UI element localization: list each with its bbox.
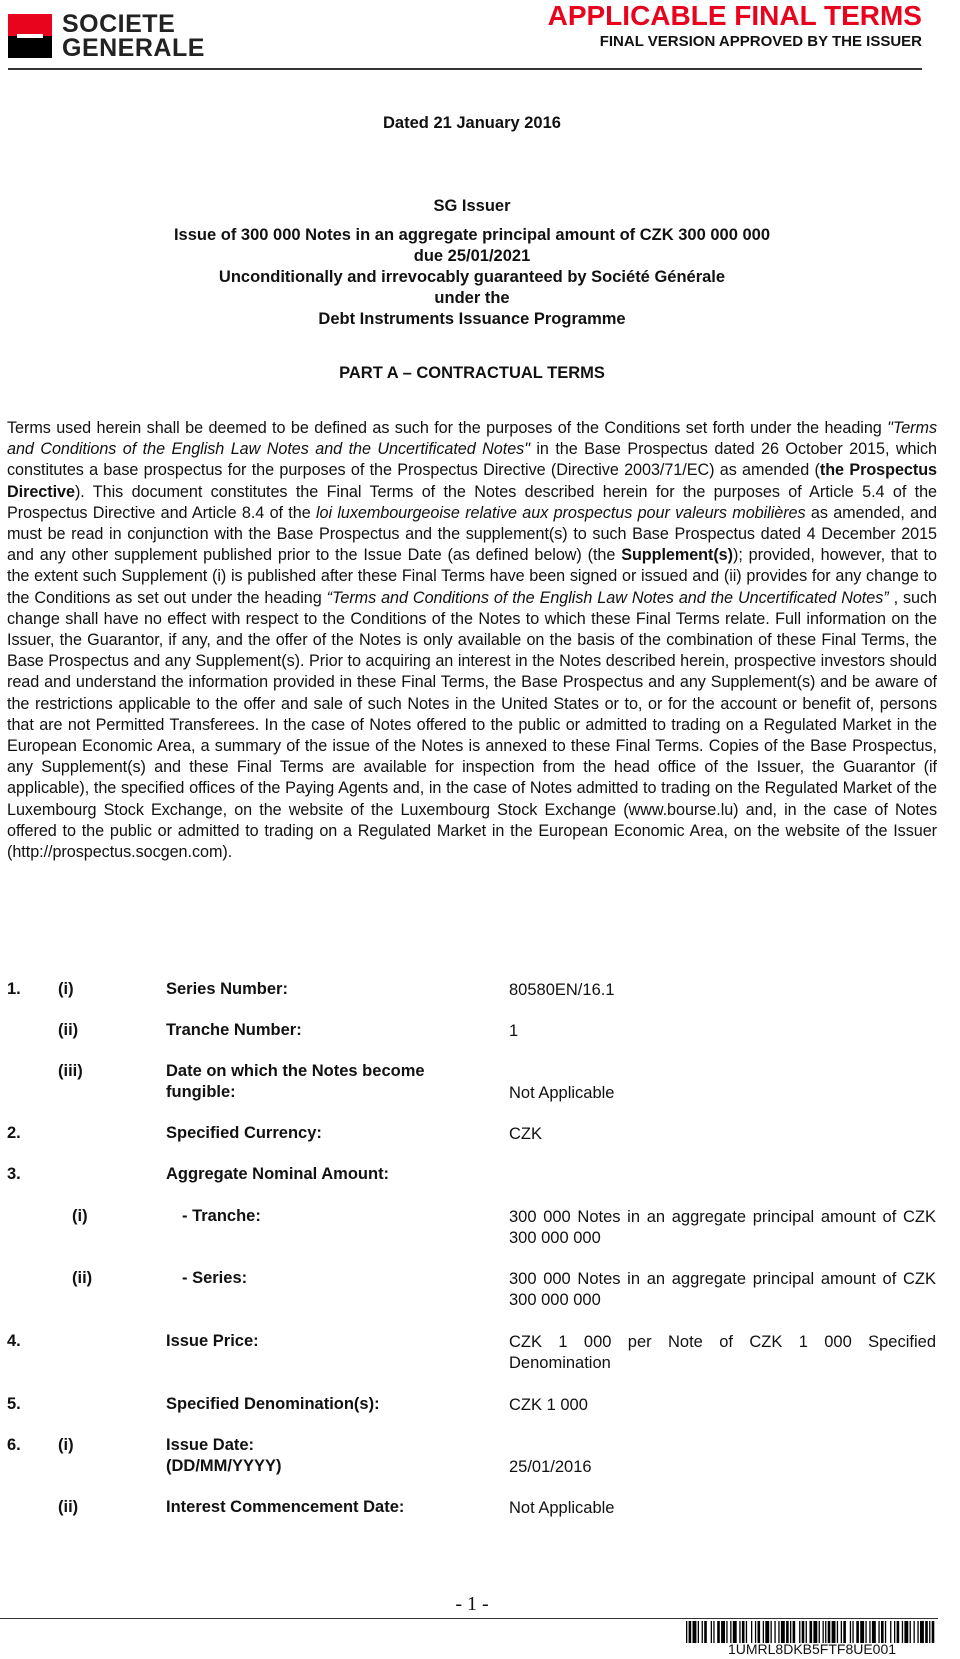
document-title: APPLICABLE FINAL TERMS bbox=[547, 0, 922, 31]
item-sub-number: (iii) bbox=[58, 1062, 83, 1080]
specified-denomination-label: Specified Denomination(s): bbox=[166, 1395, 380, 1413]
barcode-icon bbox=[686, 1621, 938, 1643]
body-text-3: ). This document constitutes the Final Terms of the Notes described herein for the purposes of Article 5.4 of the Prospectus Directive and Article 8.4 of the bbox=[7, 482, 937, 522]
issue-line-5: Debt Instruments Issuance Programme bbox=[318, 310, 626, 328]
page-number: - 1 - bbox=[455, 1593, 489, 1615]
series-number-label: Series Number: bbox=[166, 980, 288, 998]
interest-commencement-value: Not Applicable bbox=[509, 1499, 615, 1517]
aggregate-nominal-label: Aggregate Nominal Amount: bbox=[166, 1165, 390, 1183]
tranche-number-value: 1 bbox=[509, 1022, 519, 1040]
body-text-1: Terms used herein shall be deemed to be defined as such for the purposes of the Conditions set forth under the heading bbox=[7, 419, 888, 437]
item-number: 3. bbox=[7, 1165, 21, 1183]
logo-line-1: SOCIETE bbox=[62, 10, 176, 38]
item-number: 6. bbox=[7, 1436, 21, 1454]
footer-divider bbox=[0, 1618, 938, 1619]
series-label: - Series: bbox=[182, 1269, 248, 1287]
body-text-4: as amended, and must be read in conjunction with the Base Prospectus and the supplement(s) to such Base Prospectus dated 4 December 2015 and any other supplement published prior to the Issue Date (as defined below) (the bbox=[7, 503, 937, 565]
logo-line-2: GENERALE bbox=[62, 34, 205, 62]
issue-line-1: Issue of 300 000 Notes in an aggregate principal amount of CZK 300 000 000 bbox=[173, 226, 771, 244]
fungible-date-value: Not Applicable bbox=[509, 1084, 615, 1102]
body-text-6: , such change shall have no effect with respect to the Conditions of the Notes to which these Final Terms relate. Full information on the Issuer, the Guarantor, if any, and the offer of the Notes is only available on the basis of the combination of these Final Terms, the Base Prospectus and any Supplement(s). Prior to acquiring an interest in the Notes described herein, prospective investors should read and understand the information provided in these Final Terms, the Base Prospectus and any Supplement(s) and be aware of the restrictions applicable to the offer and sale of such Notes in the United States or to, or for the account or benefit of, persons that are not Permitted Transferees. In the case of Notes offered to the public or admitted to trading on a Regulated Market in the European Economic Area, a summary of the issue of the Notes is annexed to these Final Terms. Copies of the Base Prospectus, any Supplement(s) and these Final Terms are available for inspection from the head office of the Issuer, the Guarantor (if applicable), the specified offices of the Paying Agents and, in the case of Notes admitted to trading on the Regulated Market of the Luxembourg Stock Exchange, on the website of the Luxembourg Stock Exchange (www.bourse.lu) and, in the case of Notes offered to the public or admitted to trading on a Regulated Market in the European Economic Area, on the website of the Issuer (http://prospectus.socgen.com). bbox=[7, 588, 937, 862]
item-number: 4. bbox=[7, 1332, 21, 1350]
body-text-2: in the Base Prospectus dated 26 October 2015, which constitutes a base prospectus for the purposes of the Prospectus Directive (Directive 2003/71/EC) as amended ( bbox=[7, 440, 938, 480]
specified-currency-label: Specified Currency: bbox=[166, 1124, 322, 1142]
document-subtitle: FINAL VERSION APPROVED BY THE ISSUER bbox=[599, 33, 922, 50]
tranche-label: - Tranche: bbox=[182, 1207, 261, 1225]
item-sub-number: (i) bbox=[72, 1207, 88, 1225]
series-number-value: 80580EN/16.1 bbox=[509, 981, 615, 999]
issue-date-label-1: Issue Date: bbox=[166, 1436, 255, 1454]
issue-date-label-2: (DD/MM/YYYY) bbox=[166, 1457, 282, 1475]
interest-commencement-label: Interest Commencement Date: bbox=[166, 1498, 405, 1516]
item-sub-number: (ii) bbox=[58, 1498, 79, 1516]
item-sub-number: (ii) bbox=[58, 1021, 79, 1039]
barcode-id: 1UMRL8DKB5FTF8UE001 bbox=[727, 1641, 897, 1657]
fungible-date-label-2: fungible: bbox=[166, 1083, 236, 1101]
issue-price-label: Issue Price: bbox=[166, 1332, 259, 1350]
item-number: 1. bbox=[7, 980, 21, 998]
body-bold-1: the Prospectus Directive bbox=[7, 461, 937, 501]
issue-line-3: Unconditionally and irrevocably guaranteed by Société Générale bbox=[218, 268, 726, 286]
issuer-name: SG Issuer bbox=[433, 197, 511, 215]
item-number: 5. bbox=[7, 1395, 21, 1413]
tranche-number-label: Tranche Number: bbox=[166, 1021, 302, 1039]
tranche-value: 300 000 Notes in an aggregate principal amount of CZK 300 000 000 bbox=[509, 1208, 936, 1247]
body-text-5: ); provided, however, that to the extent such Supplement (i) is published after these Final Terms have been signed or issued and (ii) provides for any change to the Conditions as set out under the heading bbox=[7, 546, 937, 607]
body-italic-1: "Terms and Conditions of the English Law Notes and the Uncertificated Notes" bbox=[7, 419, 937, 459]
series-value: 300 000 Notes in an aggregate principal amount of CZK 300 000 000 bbox=[509, 1270, 936, 1309]
item-sub-number: (i) bbox=[58, 1436, 74, 1454]
issue-price-value: CZK 1 000 per Note of CZK 1 000 Specified Denomination bbox=[509, 1333, 936, 1372]
fungible-date-label-1: Date on which the Notes become bbox=[166, 1062, 425, 1080]
issue-line-2: due 25/01/2021 bbox=[413, 247, 531, 265]
body-bold-2: Supplement(s) bbox=[621, 546, 733, 565]
body-italic-2: loi luxembourgeoise relative aux prospectus pour valeurs mobilières bbox=[315, 503, 806, 522]
issue-date-value: 25/01/2016 bbox=[509, 1458, 592, 1476]
issue-line-4: under the bbox=[434, 289, 510, 307]
body-italic-3: “Terms and Conditions of the English Law Notes and the Uncertificated Notes” bbox=[326, 588, 889, 607]
item-sub-number: (ii) bbox=[72, 1269, 93, 1287]
specified-denomination-value: CZK 1 000 bbox=[509, 1396, 588, 1414]
specified-currency-value: CZK bbox=[509, 1125, 542, 1143]
item-number: 2. bbox=[7, 1124, 21, 1142]
part-a-heading: PART A – CONTRACTUAL TERMS bbox=[339, 364, 605, 382]
item-sub-number: (i) bbox=[58, 980, 74, 998]
dated-line: Dated 21 January 2016 bbox=[383, 114, 561, 132]
